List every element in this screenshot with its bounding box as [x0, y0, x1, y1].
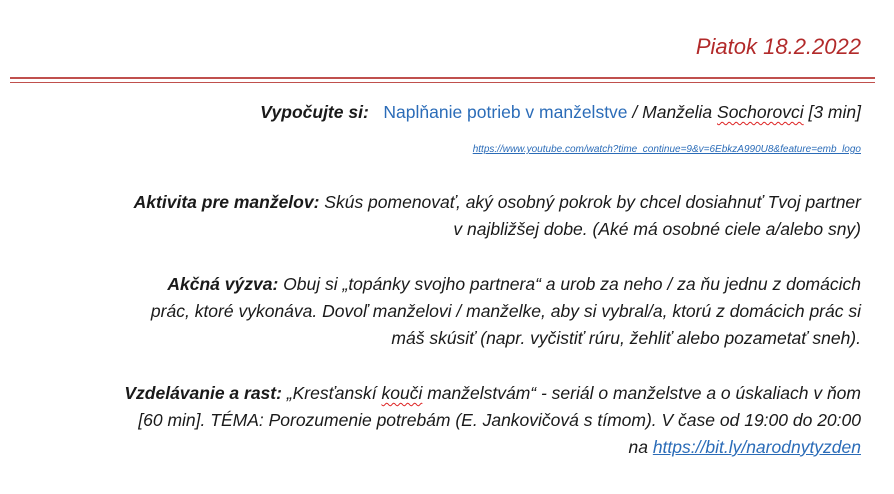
activity-section — [134, 189, 861, 243]
watch-video-link[interactable]: Naplňanie potrieb v manželstve — [383, 102, 628, 122]
header-rule-thick — [10, 77, 875, 79]
watch-surname: Sochorovci — [717, 102, 804, 122]
activity-line-1: Skús pomenovať, aký osobný pokrok by chcel dosiahnuť Tvoj partner — [319, 192, 861, 212]
watch-section — [260, 99, 861, 126]
education-line-2: [60 min]. TÉMA: Porozumenie potrebám (E. Jankovičová s tímom). V čase od 19:00 do 20:00 — [138, 410, 861, 430]
education-section — [124, 380, 861, 461]
bitly-link[interactable]: https://bit.ly/narodnytyzden — [652, 437, 861, 457]
education-line-1a: „Kresťanskí — [281, 383, 382, 403]
watch-duration: [3 min] — [803, 102, 861, 122]
education-line-1c: manželstvám“ - seriál o manželstve a o úskaliach v ňom — [422, 383, 861, 403]
watch-lead: Vypočujte si: — [260, 102, 369, 122]
youtube-url-link[interactable]: https://www.youtube.com/watch?time_continue=9&v=6EbkzA990U8&feature=emb_logo — [472, 144, 861, 155]
page-date: Piatok 18.2.2022 — [695, 34, 861, 59]
education-line-3-prefix: na — [628, 437, 653, 457]
challenge-line-2: prác, ktoré vykonáva. Dovoľ manželovi / manželke, aby si vybral/a, ktorú z domácich prác si — [150, 301, 861, 321]
header-rule-thin — [10, 82, 875, 83]
education-word-kouci: kouči — [381, 383, 423, 403]
watch-mid-text: / Manželia — [627, 102, 718, 122]
challenge-lead: Akčná výzva: — [167, 274, 279, 294]
education-lead: Vzdelávanie a rast: — [124, 383, 282, 403]
activity-line-2: v najbližšej dobe. (Aké má osobné ciele a/alebo sny) — [453, 219, 861, 239]
challenge-line-1: Obuj si „topánky svojho partnera“ a urob za neho / za ňu jednu z domácich — [278, 274, 861, 294]
activity-lead: Aktivita pre manželov: — [133, 192, 320, 212]
challenge-line-3: máš skúsiť (napr. vyčistiť rúru, žehliť alebo pozametať sneh). — [391, 328, 861, 348]
challenge-section — [151, 271, 861, 352]
